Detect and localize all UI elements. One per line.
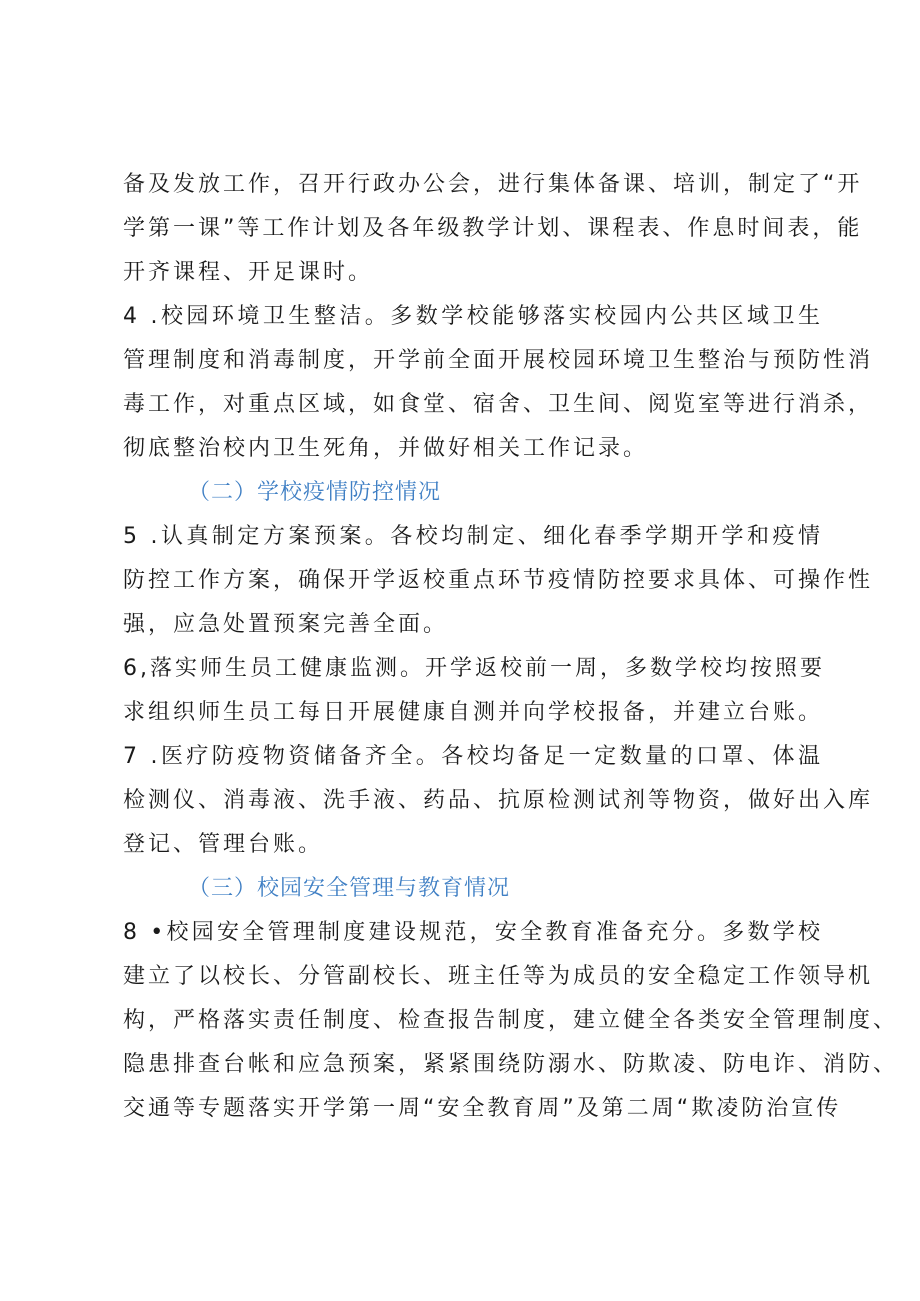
item-8-first-line: 8 •校园安全管理制度建设规范，安全教育准备充分。多数学校 bbox=[123, 920, 823, 945]
item-5-first-line: 5 .认真制定方案预案。各校均制定、细化春季学期开学和疫情 bbox=[123, 524, 823, 549]
item-6-first-line: 6,落实师生员工健康监测。开学返校前一周，多数学校均按照要 bbox=[123, 656, 825, 681]
body-text-line: 求组织师生员工每日开展健康自测并向学校报备，并建立台账。 bbox=[123, 700, 824, 725]
body-text-line: 交通等专题落实开学第一周“安全教育周”及第二周“欺凌防治宣传 bbox=[123, 1096, 842, 1121]
section-heading-2: （二）学校疫情防控情况 bbox=[188, 480, 442, 505]
item-7-first-line: 7 .医疗防疫物资储备齐全。各校均备足一定数量的口罩、体温 bbox=[123, 744, 823, 769]
body-text-line: 检测仪、消毒液、洗手液、药品、抗原检测试剂等物资，做好出入库 bbox=[123, 788, 874, 813]
body-text-line: 防控工作方案，确保开学返校重点环节疫情防控要求具体、可操作性 bbox=[123, 568, 874, 593]
body-text-line: 学第一课”等工作计划及各年级教学计划、课程表、作息时间表，能 bbox=[123, 216, 863, 241]
body-text-line: 彻底整治校内卫生死角，并做好相关工作记录。 bbox=[123, 436, 649, 461]
body-text-line: 开齐课程、开足课时。 bbox=[123, 260, 374, 285]
body-text-line: 毒工作，对重点区域，如食堂、宿舍、卫生间、阅览室等进行消杀， bbox=[123, 392, 874, 417]
body-text-line: 隐患排查台帐和应急预案，紧紧围绕防溺水、防欺凌、防电诈、消防、 bbox=[123, 1052, 899, 1077]
item-4-first-line: 4 .校园环境卫生整洁。多数学校能够落实校园内公共区域卫生 bbox=[123, 304, 823, 329]
body-text-line: 强，应急处置预案完善全面。 bbox=[123, 612, 449, 637]
section-heading-3: （三）校园安全管理与教育情况 bbox=[188, 876, 511, 901]
body-text-line: 建立了以校长、分管副校长、班主任等为成员的安全稳定工作领导机 bbox=[123, 964, 874, 989]
body-text-line: 管理制度和消毒制度，开学前全面开展校园环境卫生整治与预防性消 bbox=[123, 348, 874, 373]
body-text-line: 构，严格落实责任制度、检查报告制度，建立健全各类安全管理制度、 bbox=[123, 1008, 899, 1033]
body-text-line: 登记、管理台账。 bbox=[123, 832, 324, 857]
body-text-line: 备及发放工作，召开行政办公会，进行集体备课、培训，制定了“开 bbox=[123, 172, 863, 197]
